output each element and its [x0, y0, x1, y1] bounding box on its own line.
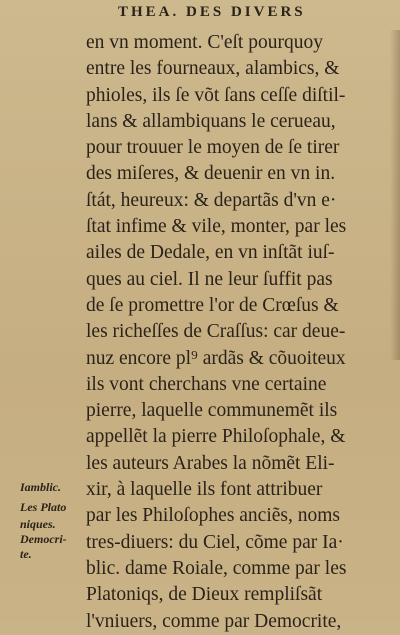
text-line: les richeſſes de Craſſus: car deue- [86, 321, 346, 343]
body-text [86, 30, 392, 635]
text-line: tres-diuers: du Ciel, cõme par Ia· [86, 531, 344, 553]
text-line: pour trouuer le moyen de ſe tirer [86, 137, 340, 159]
text-line: Platoniqs, de Dieux rempliſsãt [86, 584, 323, 606]
text-line: pierre, laquelle communemẽt ils [86, 400, 338, 422]
text-line: appellẽt la pierre Philoſophale, & [86, 426, 346, 448]
text-line: lans & allambiquans le cerueau, [86, 110, 336, 132]
text-line: nuz encore pl⁹ ardãs & cõuoiteux [86, 347, 346, 369]
text-line: ils vont cherchans vne certaine [86, 373, 327, 395]
running-head: THEA. DES DIVERS [118, 4, 306, 20]
margin-note: niques. [20, 517, 56, 531]
margin-note: Democri- [20, 532, 67, 546]
text-line: xir, à laquelle ils font attribuer [86, 479, 323, 501]
text-line: ques au ciel. Il ne leur ſuffit pas [86, 268, 333, 290]
text-line: ſtat infime & vile, monter, par les [86, 216, 347, 238]
text-line: des miſeres, & deuenir en vn in. [86, 163, 336, 185]
margin-note: Iamblic. [20, 480, 61, 494]
text-line: en vn moment. C'eſt pourquoy [86, 32, 323, 53]
text-line: ſtát, heureux: & departãs d'vn e· [86, 189, 337, 211]
text-line: les auteurs Arabes la nõmẽt Eli- [86, 452, 335, 474]
text-line: de ſe promettre l'or de Crœſus & [86, 294, 339, 316]
text-line: blic. dame Roiale, comme par les [86, 557, 347, 579]
text-line: l'vniuers, comme par Democrite, [86, 610, 342, 632]
margin-notes [20, 477, 94, 561]
text-line: phioles, ils ſe võt ſans ceſſe diſtil- [86, 84, 346, 106]
text-line: par les Philoſophes anciẽs, noms [86, 505, 341, 527]
text-line: entre les fourneaux, alambics, & [86, 58, 340, 80]
text-line: ailes de Dedale, en vn inſtãt iuſ- [86, 242, 335, 264]
margin-note: te. [20, 547, 32, 561]
margin-note: Les Plato [20, 500, 67, 514]
